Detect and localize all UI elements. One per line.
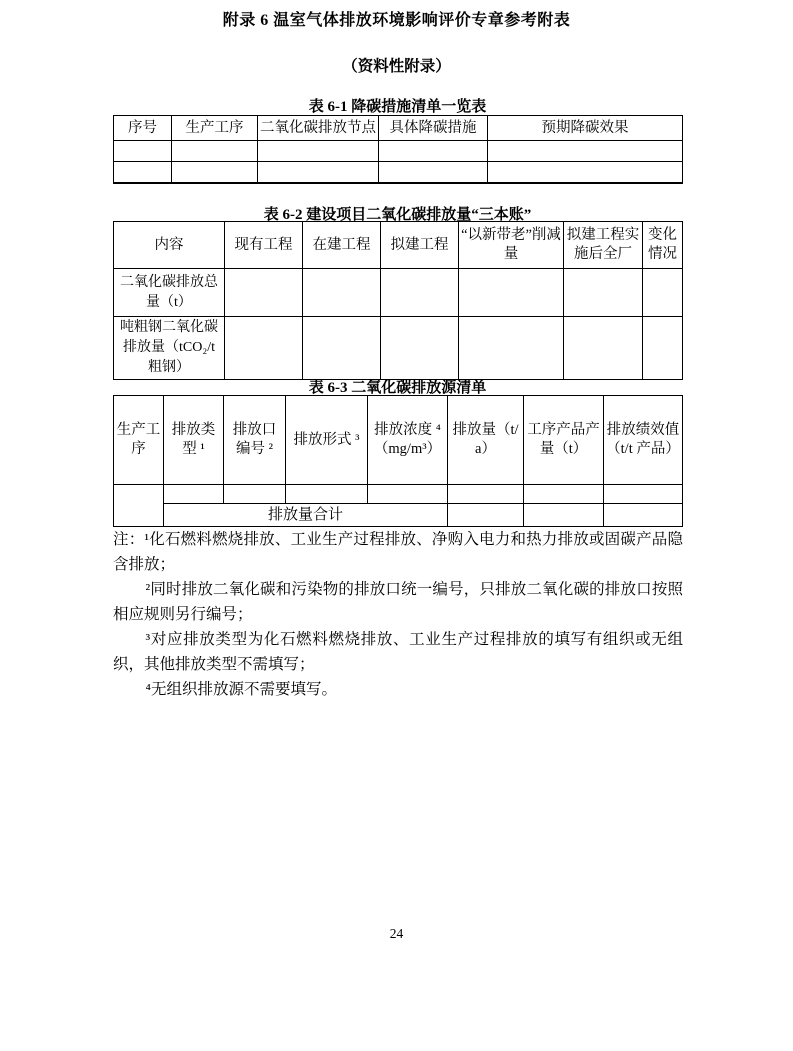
empty-cell	[381, 317, 459, 380]
empty-cell	[368, 485, 448, 504]
empty-cell	[225, 317, 303, 380]
table3-header-emission-form: 排放形式 ³	[286, 396, 368, 485]
empty-cell	[258, 141, 379, 162]
empty-cell	[564, 317, 643, 380]
row-label: 吨粗钢二氧化碳排放量（tCO₂/t 粗钢）	[114, 317, 225, 380]
empty-cell	[379, 162, 488, 184]
empty-cell	[488, 141, 683, 162]
table3-header-concentration: 排放浓度 ⁴（mg/m³）	[368, 396, 448, 485]
table2-header-existing-project: 现有工程	[225, 222, 303, 269]
footnote-2: ²同时排放二氧化碳和污染物的排放口统一编号，只排放二氧化碳的排放口按照相应规则另行编号；	[113, 581, 683, 623]
empty-cell	[604, 504, 683, 527]
empty-cell	[643, 317, 683, 380]
doc-title: 附录 6 温室气体排放环境影响评价专章参考附表	[222, 12, 571, 29]
table2	[113, 221, 683, 380]
empty-cell	[172, 162, 258, 184]
empty-cell	[524, 504, 604, 527]
doc-subtitle: （资料性附录）	[342, 58, 451, 75]
footnote-4: ⁴无组织排放源不需要填写。	[145, 681, 337, 698]
footnote-1: 注：¹化石燃料燃烧排放、工业生产过程排放、净购入电力和热力排放或固碳产品隐含排放；	[113, 531, 683, 573]
table3-header-process: 生产工序	[114, 396, 164, 485]
empty-cell	[303, 269, 381, 317]
table2-header-whole-plant: 拟建工程实施后全厂	[564, 222, 643, 269]
empty-cell	[448, 485, 524, 504]
table3-header-outlet-number: 排放口编号 ²	[224, 396, 286, 485]
table1-header-row	[114, 116, 683, 141]
empty-cell	[604, 485, 683, 504]
empty-cell	[459, 317, 564, 380]
table3-header-row	[114, 396, 683, 485]
empty-cell	[303, 317, 381, 380]
empty-cell	[164, 485, 224, 504]
table3-total-row	[114, 504, 683, 527]
table1-caption: 表 6-1 降碳措施清单一览表	[308, 99, 487, 115]
table1-header-expected-effect: 预期降碳效果	[488, 116, 683, 141]
table2-header-content: 内容	[114, 222, 225, 269]
table3-header-product-output: 工序产品产量（t）	[524, 396, 604, 485]
empty-cell	[172, 141, 258, 162]
table3	[113, 395, 683, 527]
table2-header-row	[114, 222, 683, 269]
table2-row-per-ton-steel	[114, 317, 683, 380]
footnote-3: ³对应排放类型为化石燃料燃烧排放、工业生产过程排放的填写有组织或无组织，其他排放类型不需填写；	[113, 631, 683, 673]
table1-empty-row	[114, 141, 683, 162]
row-label: 二氧化碳排放总量（t）	[114, 269, 225, 317]
table1-header-process: 生产工序	[172, 116, 258, 141]
footnotes	[113, 527, 683, 702]
table3-caption: 表 6-3 二氧化碳排放源清单	[308, 380, 487, 396]
empty-cell	[643, 269, 683, 317]
empty-cell	[114, 485, 164, 527]
table1-header-measures: 具体降碳措施	[379, 116, 488, 141]
page-number: 24	[389, 926, 404, 941]
empty-cell	[224, 485, 286, 504]
empty-cell	[258, 162, 379, 184]
table3-header-amount: 排放量（t/a）	[448, 396, 524, 485]
table2-header-reduction: “以新带老”削减量	[459, 222, 564, 269]
empty-cell	[225, 269, 303, 317]
empty-cell	[488, 162, 683, 184]
table1-header-emission-node: 二氧化碳排放节点	[258, 116, 379, 141]
empty-cell	[524, 485, 604, 504]
table2-header-proposed-project: 拟建工程	[381, 222, 459, 269]
empty-cell	[459, 269, 564, 317]
empty-cell	[286, 485, 368, 504]
empty-cell	[381, 269, 459, 317]
table3-empty-row	[114, 485, 683, 504]
table2-caption: 表 6-2 建设项目二氧化碳排放量“三本账”	[263, 207, 532, 223]
table2-header-under-construction: 在建工程	[303, 222, 381, 269]
table2-row-total-emission	[114, 269, 683, 317]
empty-cell	[564, 269, 643, 317]
table1-continued	[113, 161, 683, 184]
table1-header-index: 序号	[114, 116, 172, 141]
table1	[113, 115, 683, 162]
table3-header-performance: 排放绩效值（t/t 产品）	[604, 396, 683, 485]
empty-cell	[448, 504, 524, 527]
table3-header-emission-type: 排放类型 ¹	[164, 396, 224, 485]
empty-cell	[114, 141, 172, 162]
empty-cell	[379, 141, 488, 162]
table2-header-change: 变化情况	[643, 222, 683, 269]
empty-cell	[114, 162, 172, 184]
total-label: 排放量合计	[164, 504, 448, 527]
table1-empty-row	[114, 162, 683, 184]
